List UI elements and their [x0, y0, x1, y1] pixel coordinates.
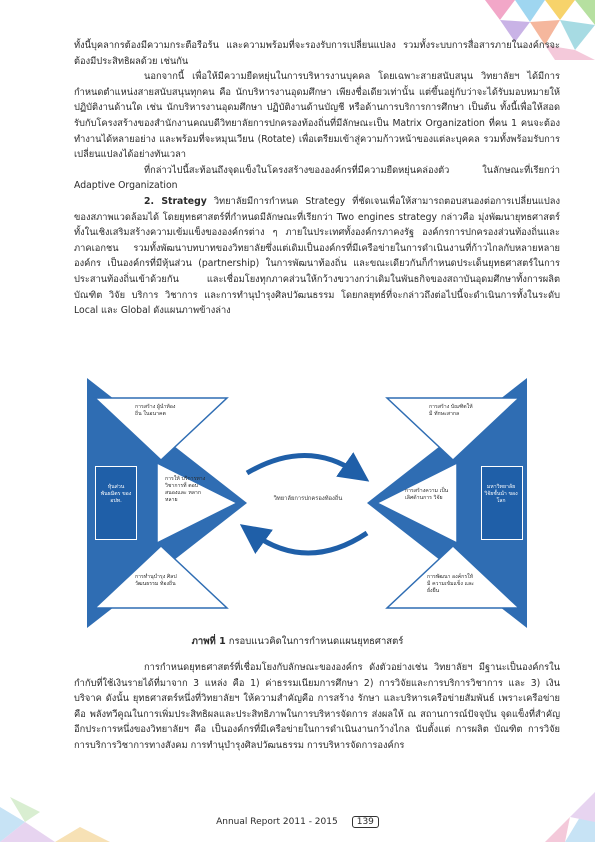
- cycle-arrow-bottom: [252, 533, 367, 553]
- paragraph: การกำหนดยุทธศาสตร์ที่เชื่อมโยงกับลักษณะขององค์กร ดังตัวอย่างเช่น วิทยาลัยฯ มีฐานะเป็นองค์กรในกำกับที่ใช้เงินรายได้ที่มาจาก 3 แหล่ง คือ 1) ค่าธรรมเนียมการศึกษา 2) การวิจัยและการบริการวิชาการ และ 3) เงินบริจาค ดังนั้น ยุทธศาสตร์หนึ่งที่วิทยาลัยฯ ให้ความสำคัญคือ การสร้าง รักษา และบริหารเครือข่ายสัมพันธ์ เพราะเครือข่ายคือ พลังทวีคูณในการเพิ่มประสิทธิผลและประสิทธิภาพในการบริหารจัดการ ส่งผลให้ ณ สถานการณ์ปัจจุบัน จุดแข็งที่สำคัญอีกประการหนึ่งของวิทยาลัยฯ คือ เป็นองค์กรที่มีเครือข่ายในการดำเนินงานกว้างไกล นับตั้งแต่ การผลิต บัณฑิต การวิจัย การบริการวิชาการทางสังคม การทำนุบำรุงศิลปวัฒนธรรม การบริหารจัดการองค์กร: [74, 662, 560, 751]
- figure-caption-text: กรอบแนวคิดในการกำหนดแผนยุทธศาสตร์: [225, 636, 404, 647]
- strategy-framework-diagram: [87, 378, 527, 628]
- center-label: วิทยาลัยการปกครองท้องถิ่น: [273, 496, 343, 502]
- partner-box-label: หุ้นส่วน พันธมิตร ของ อปท.: [100, 484, 132, 504]
- strategy-heading: 2. Strategy: [144, 195, 207, 207]
- cycle-arrow-top: [247, 456, 357, 474]
- university-box-label: มหาวิทยาลัย วิจัยชั้นนำ ของโลก: [484, 484, 518, 504]
- paragraph: ที่กล่าวไปนี้สะท้อนถึงจุดแข็งในโครงสร้างขององค์กรที่มีความยืดหยุ่นคล่องตัว ในลักษณะที่เรียกว่า Adaptive Organization: [74, 164, 560, 192]
- strategy-text: วิทยาลัยมีการกำหนด Strategy ที่ชัดเจนเพื่อให้สามารถตอบสนองต่อการเปลี่ยนแปลงของสภาพแวดล้อมได้ โดยยุทธศาสตร์ที่กำหนดมีลักษณะที่เรียกว่า Two engines strategy กล่าวคือ มุ่งพัฒนายุทธศาสตร์ทั้งในเชิงเสริมสร้างความเข้มแข็งขององค์กรต่าง ๆ ภายในประเทศทั้งองค์กรภาคงรัฐ องค์กรการปกครองส่วนท้องถิ่นและภาคเอกชน รวมทั้งพัฒนาบทบาทของวิทยาลัยซึ่งแต่เดิมเป็นองค์กรที่มีเครือข่ายในการดำเนินงานที่ก้าวไกลกับหลายหลายองค์กร เป็นองค์กรที่มีหุ้นส่วน (partnership) ในการพัฒนาท้องถิ่น และขณะเดียวกันก็กำหนดประเด็นยุทธศาสตร์ในการประสานท้องถิ่นเข้าด้วยกัน และเชื่อมโยงทุกภาคส่วนให้กว้างขวางกว่าเดิมในพันธกิจของสถาบันอุดมศึกษาทั้งการผลิตบัณฑิต วิจัย บริการ วิชาการ และการทำนุบำรุงศิลปวัฒนธรรม โดยกลยุทธ์ที่จะกล่าวถึงต่อไปนี้จะดำเนินการทั้งในระดับ Local และ Global ดังแผนภาพข้างล่าง: [74, 195, 560, 317]
- decorative-corner-bottom-left: [0, 787, 110, 842]
- page-footer: [0, 816, 595, 828]
- figure-caption: [0, 634, 595, 649]
- left-label-3: การทำนุบำรุง ศิลปวัฒนธรรม ท้องถิ่น: [135, 574, 177, 587]
- body-text-top: [74, 38, 560, 319]
- body-text-bottom: [74, 660, 560, 754]
- paragraph: นอกจากนี้ เพื่อให้มีความยืดหยุ่นในการบริหารงานบุคคล โดยเฉพาะสายสนับสนุน วิทยาลัยฯ ได้มีการกำหนดตำแหน่งสายสนับสนุนทุกคน คือ นักบริหารงานอุดมศึกษา เพียงชื่อเดียวเท่านั้น แต่ขึ้นอยู่กับว่าจะได้รับมอบหมายให้ปฏิบัติงานด้านใด เช่น นักบริหารงานอุดมศึกษา ปฏิบัติงานด้านบัญชี หรือด้านการบริการการศึกษา เป็นต้น ทั้งนี้เพื่อให้สอดรับกับโครงสร้างของสำนักงานคณบดีวิทยาลัยการปกครองท้องถิ่นที่มีลักษณะเป็น Matrix Organization ที่คน 1 คนจะต้องทำงานได้หลายอย่าง และพร้อมที่จะหมุนเวียน (Rotate) เพื่อเตรียมเข้าสู่ความก้าวหน้าของแต่ละบุคคล รวมทั้งพร้อมรับการเปลี่ยนแปลงได้อย่างทันเวลา: [74, 71, 560, 161]
- left-label-2: การให้ บริการทาง วิชาการที่ ตอบสนองและ หลากหลาย: [165, 476, 206, 503]
- paragraph: [74, 194, 560, 319]
- right-label-2: การสร้างความ เป็นเลิศด้านการ วิจัย: [405, 488, 449, 501]
- right-label-3: การพัฒนา องค์กรให้มี ความเข้มแข็ง และยั่งยืน: [427, 574, 474, 594]
- page-number: 139: [352, 816, 379, 828]
- figure-caption-label: ภาพที่ 1: [191, 636, 226, 647]
- paragraph: ทั้งนี้บุคลากรต้องมีความกระตือรือร้น และความพร้อมที่จะรองรับการเปลี่ยนแปลง รวมทั้งระบบการสื่อสารภายในองค์กรจะต้องมีประสิทธิผลด้วย เช่นกัน: [74, 40, 560, 67]
- footer-report-title: Annual Report 2011 - 2015: [216, 817, 338, 827]
- decorative-corner-bottom-right: [525, 782, 595, 842]
- right-label-1: การสร้าง บัณฑิตให้มี ทักษะสากล: [429, 404, 473, 417]
- left-label-1: การสร้าง ผู้นำท้องถิ่น ในอนาคต: [135, 404, 176, 417]
